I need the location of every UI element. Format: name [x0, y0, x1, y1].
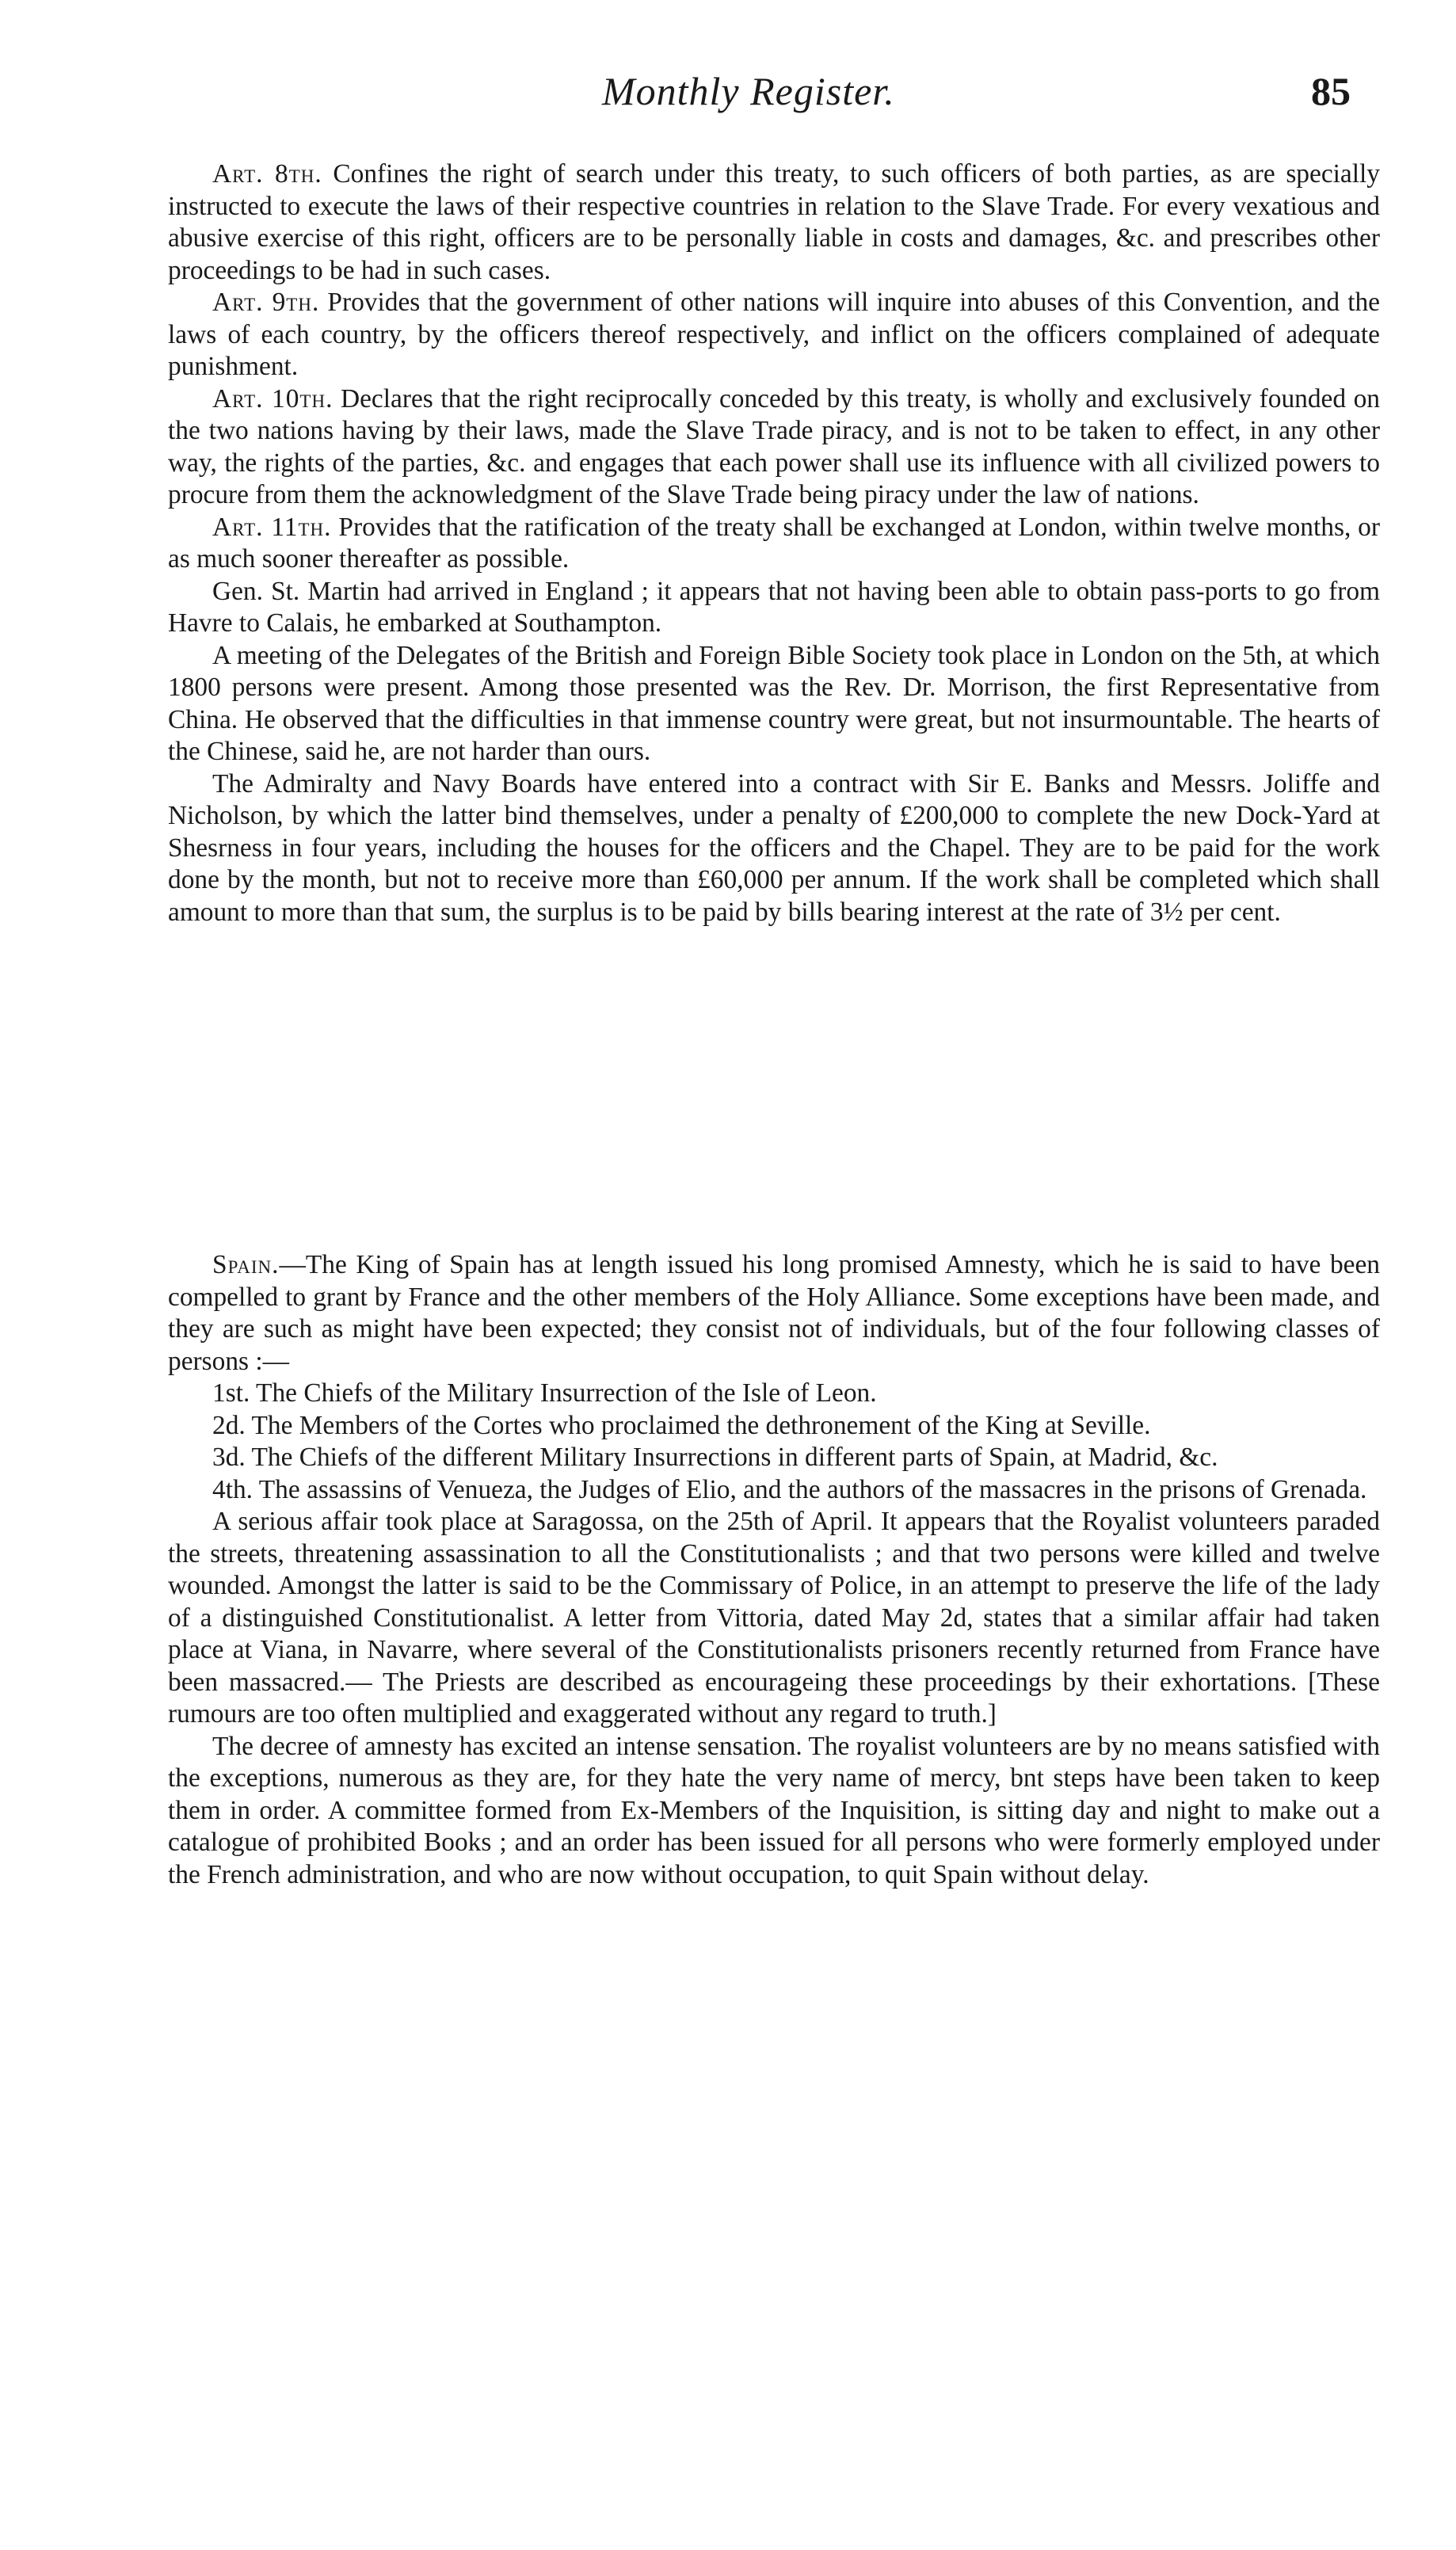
article-lead: Art. 9th. [212, 288, 320, 317]
paragraph-text: A meeting of the Delegates of the British and Foreign Bible Society took place in London on the 5th, at which 1800 persons were present. Among those presented was the Rev. Dr. Morrison, the first Representative from China. He observed that the difficulties in that immense country were great, but not insurmountable. The hearts of the Chinese, said he, are not harder than ours. [168, 640, 1380, 766]
spain-section [168, 1249, 1380, 1891]
excepted-class-2: 2d. The Members of the Cortes who proclaimed the dethronement of the King at Seville. [212, 1410, 1151, 1440]
spain-intro-paragraph [168, 1249, 1380, 1378]
paragraph-text: Gen. St. Martin had arrived in England ; it appears that not having been able to obtain pass-ports to go from Havre to Calais, he embarked at Southampton. [168, 576, 1380, 638]
excepted-class-3: 3d. The Chiefs of the different Military Insurrections in different parts of Spain, at Madrid, &c. [212, 1443, 1218, 1472]
page-body [168, 158, 1380, 1889]
bible-society-paragraph [168, 640, 1380, 768]
saragossa-paragraph: A serious affair took place at Saragossa, on the 25th of April. It appears that the Royalist volunteers paraded the streets, threatening assassination to all the Constitutionalists ; and that two persons were killed and twelve wounded. Amongst the latter is said to be the Commissary of Police, in an attempt to preserve the life of the lady of a distinguished Constitutionalist. A letter from Vittoria, dated May 2d, states that a similar affair had taken place at Viana, in Navarre, where several of the Constitutionalists prisoners recently returned from France have been massacred.— The Priests are described as encourageing these proceedings by their exhortations. [These rumours are too often multiplied and exaggerated without any regard to truth.] [168, 1507, 1380, 1729]
article-9-paragraph [168, 287, 1380, 383]
paragraph-text: Provides that the government of other nations will inquire into abuses of this Convention, and the laws of each country, by the officers thereof respectively, and inflict on the officers complained of adequate punishment. [168, 288, 1380, 381]
paragraph-text: Confines the right of search under this treaty, to such officers of both parties, as are specially instructed to execute the laws of their respective countries in relation to the Slave Trade. For every vexatious and abusive exercise of this right, officers are to be personally liable in costs and damages, &c. and prescribes other proceedings to be had in such cases. [168, 159, 1380, 285]
treaty-and-news-section [168, 158, 1380, 1117]
article-10-paragraph [168, 383, 1380, 512]
paragraph-text: Declares that the right reciprocally conceded by this treaty, is wholly and exclusively founded on the two nations having by their laws, made the Slave Trade piracy, and is not to be taken to effect, in any other way, the rights of the parties, &c. and engages that each power shall use its influence with all civilized powers to procure from them the acknowledgment of the Slave Trade being piracy under the law of nations. [168, 383, 1380, 509]
page-header [0, 68, 1456, 132]
st-martin-paragraph [168, 576, 1380, 640]
paragraph-text: —The King of Spain has at length issued his long promised Amnesty, which he is said to have been compelled to grant by France and the other members of the Holy Alliance. Some exceptions have been made, and they are such as might have been expected; they consist not of individuals, but of the four following classes of persons :— [168, 1250, 1380, 1376]
article-lead: Art. 10th. [212, 383, 334, 414]
paragraph-text: Provides that the ratification of the treaty shall be exchanged at London, within twelve months, or as much sooner thereafter as possible. [168, 512, 1380, 574]
excepted-class-4: 4th. The assassins of Venueza, the Judges of Elio, and the authors of the massacres in the prisons of Grenada. [212, 1474, 1367, 1504]
running-title: Monthly Register. [602, 69, 895, 113]
article-lead: Art. 8th. [212, 159, 322, 189]
paragraph-text: The Admiralty and Navy Boards have entered into a contract with Sir E. Banks and Messrs. Joliffe and Nicholson, by which the latter bind themselves, under a penalty of £200,000 to complete the new Dock-Yard at Shesrness in four years, including the houses for the officers and the Chapel. They are to be paid for the work done by the month, but not to receive more than £60,000 per annum. If the work shall be completed which shall amount to more than that sum, the surplus is to be paid by bills bearing interest at the rate of 3½ per cent. [168, 768, 1380, 927]
dock-yard-paragraph [168, 768, 1380, 929]
amnesty-paragraph: The decree of amnesty has excited an intense sensation. The royalist volunteers are by no means satisfied with the exceptions, numerous as they are, for they hate the very name of mercy, bnt steps have been taken to keep them in order. A committee formed from Ex-Members of the Inquisition, is sitting day and night to make out a catalogue of prohibited Books ; and an order has been issued for all persons who were formerly employed under the French administration, and who are now without occupation, to quit Spain without delay. [168, 1731, 1380, 1889]
excepted-class-1: 1st. The Chiefs of the Military Insurrection of the Isle of Leon. [212, 1378, 877, 1408]
article-lead: Art. 11th. [212, 512, 332, 542]
spain-heading: Spain. [212, 1250, 280, 1279]
article-8-paragraph [168, 158, 1380, 287]
article-11-paragraph [168, 512, 1380, 576]
page-number: 85 [1311, 69, 1351, 113]
